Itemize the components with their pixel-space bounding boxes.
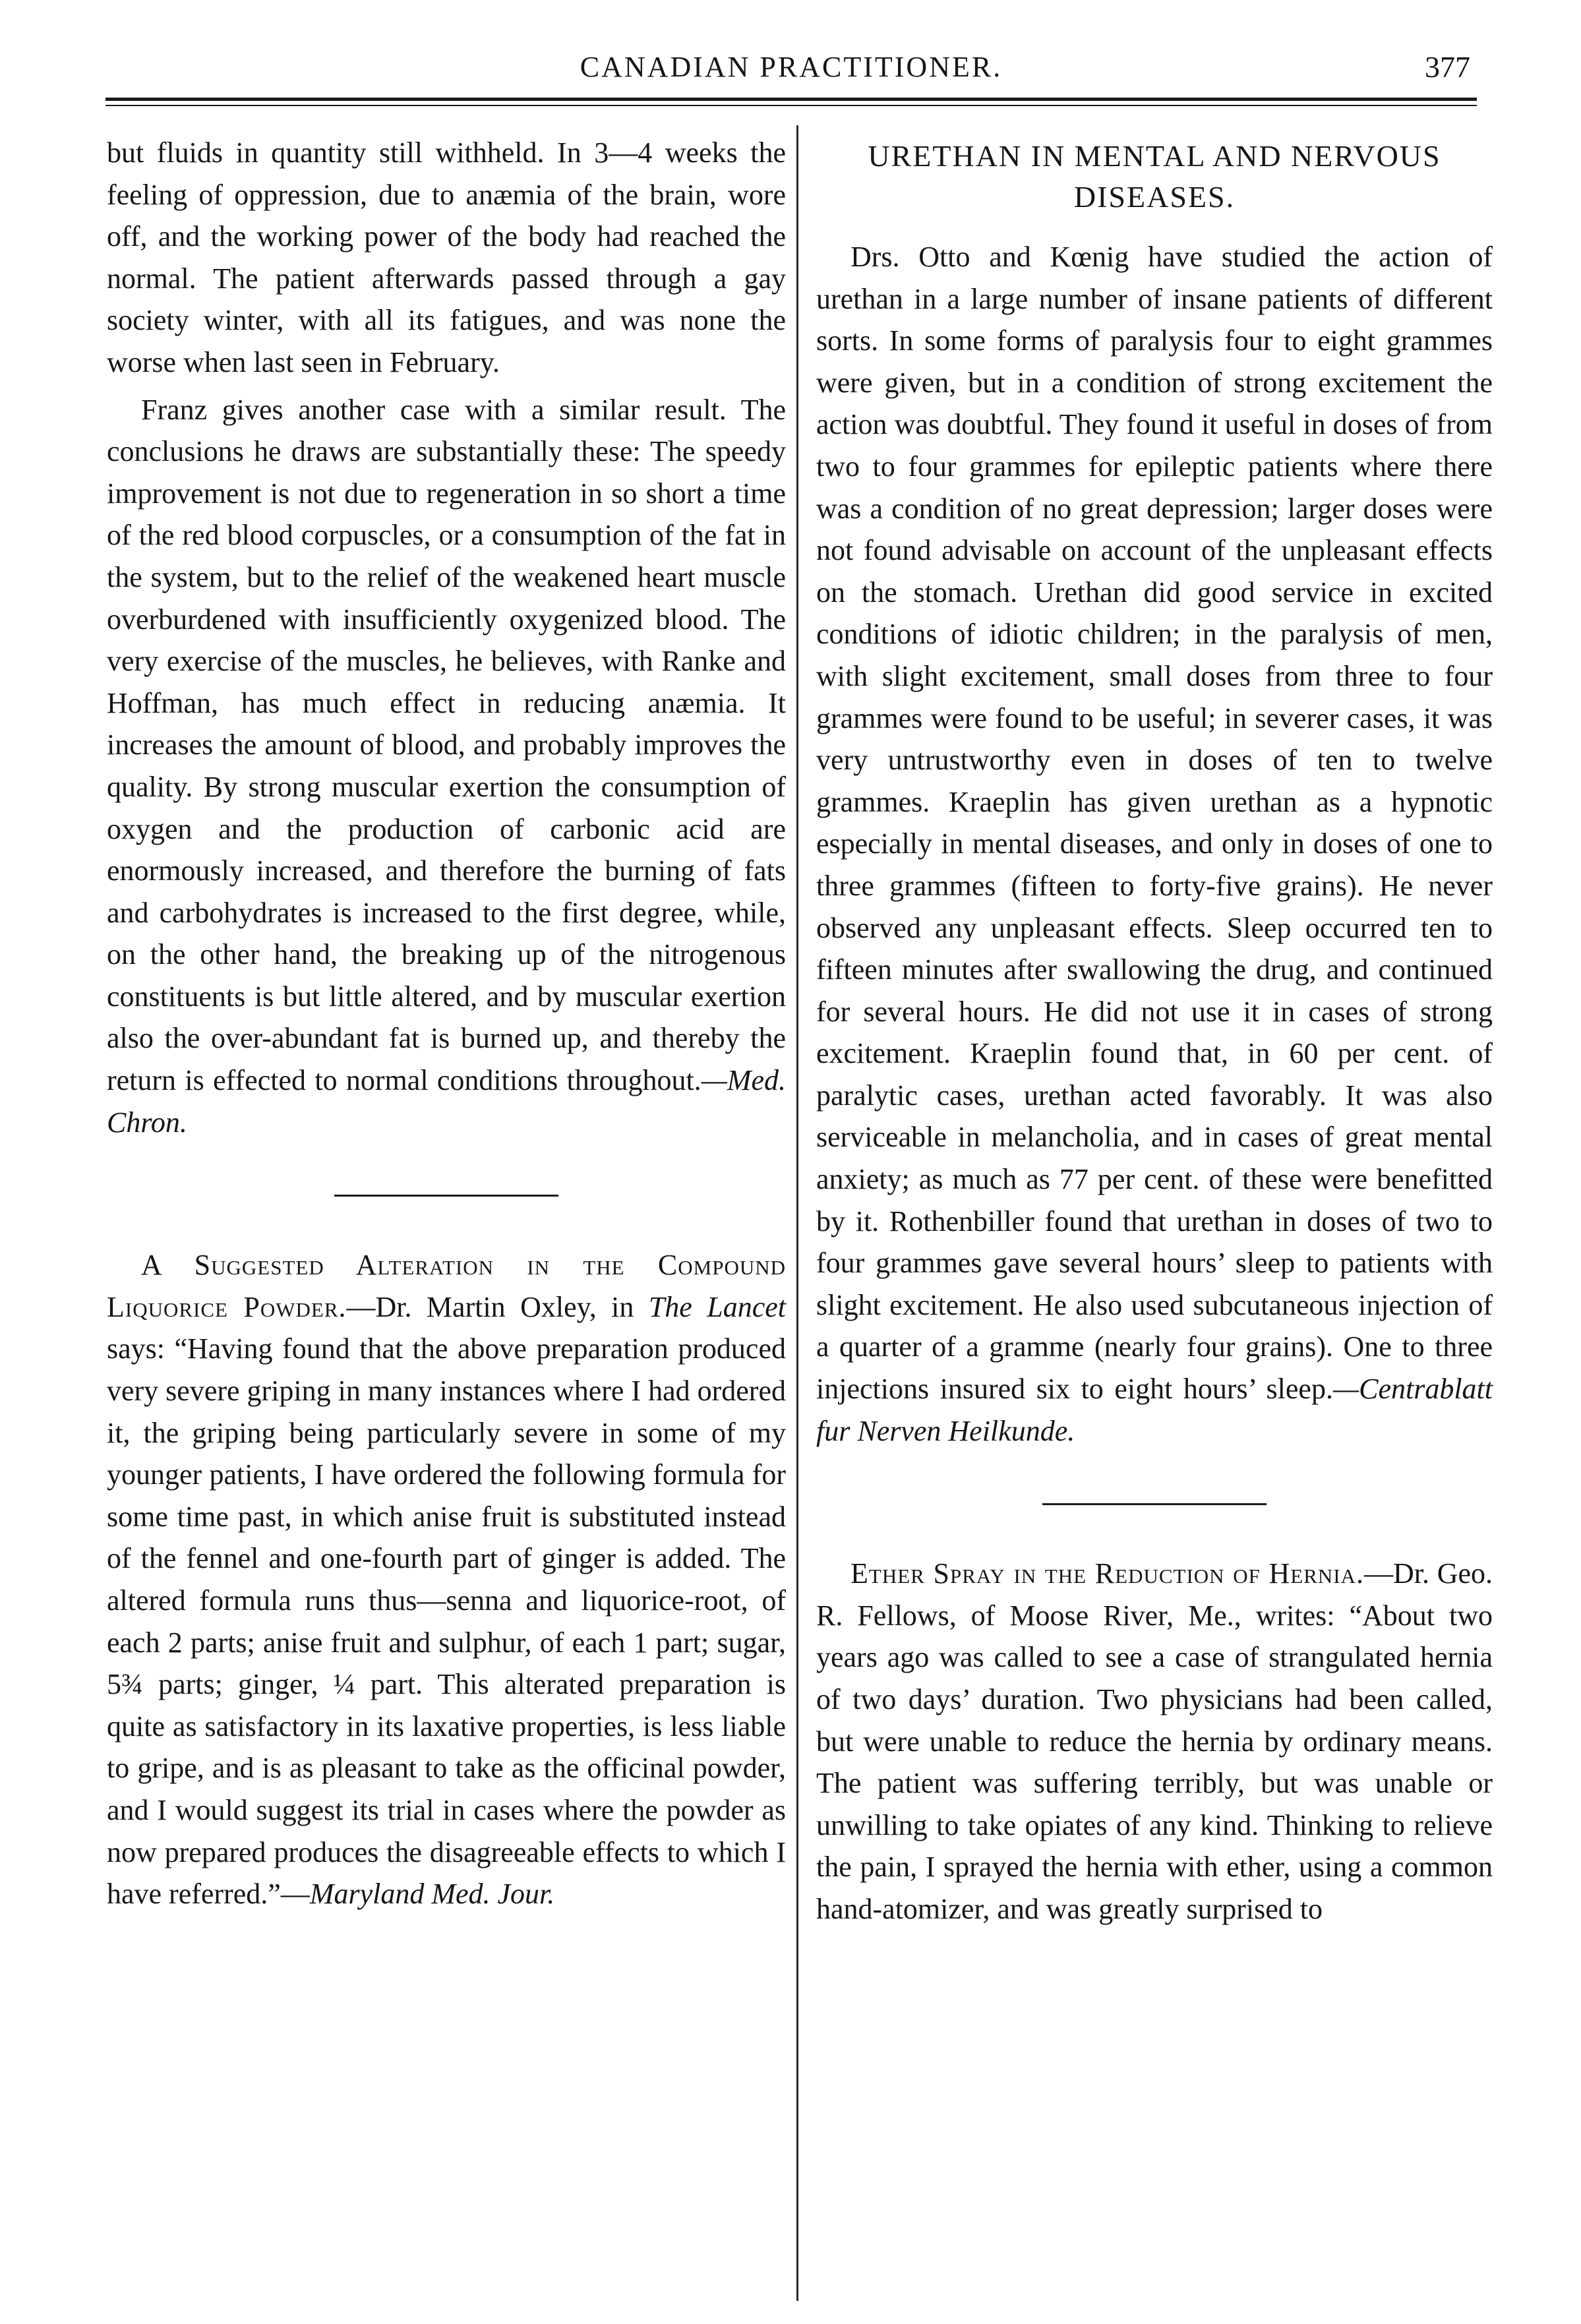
paragraph-text: —Dr. Martin Oxley, in xyxy=(346,1290,649,1323)
column-divider xyxy=(796,125,798,2301)
journal-name: The Lancet xyxy=(648,1290,786,1323)
right-column xyxy=(816,132,1493,1930)
paragraph-text: —Dr. Geo. R. Fellows, of Moose River, Me., writes: “About two years ago was called to see a case of strangulated hernia of two days’ duration. Two physicians had been called, but were unable to reduce the hernia by ordinary means. The patient was suffering terribly, but was unable or unwilling to take opiates of any kind. Thinking to relieve the pain, I sprayed the hernia with ether, using a common hand-atomizer, and was greatly surprised to xyxy=(816,1557,1493,1925)
article-title: Ether Spray in the Reduction of Hernia. xyxy=(850,1557,1365,1590)
journal-title: CANADIAN PRACTITIONER. xyxy=(580,51,1003,83)
section-separator xyxy=(1042,1503,1267,1505)
header-rule-thin xyxy=(105,105,1477,106)
paragraph-text: but fluids in quantity still withheld. In 3—4 weeks the feeling of oppression, due to anæmia of the brain, wore off, and the working power of the body had reached the normal. The patient afterwards passed through a gay society winter, with all its fatigues, and was none the worse when last seen in February. xyxy=(107,136,786,378)
article-heading: URETHAN IN MENTAL AND NERVOUS DISEASES. xyxy=(868,139,1441,214)
paragraph-text: says: “Having found that the above preparation produced very severe griping in many instances where I had ordered it, the griping being particularly severe in some of my younger patients, I have ordered the following formula for some time past, in which anise fruit is substituted instead of the fennel and one-fourth part of ginger is added. The altered formula runs thus—senna and liquorice-root, of each 2 parts; anise fruit and sulphur, of each 1 part; sugar, 5¾ parts; ginger, ¼ part. This alterated preparation is quite as satisfactory in its laxative properties, is less liable to gripe, and is as pleasant to take as the officinal powder, and I would suggest its trial in cases where the powder as now prepared produces the disagreeable effects to which I have referred.”— xyxy=(107,1332,786,1911)
source-citation: —Centrablatt fur Nerven Heilkunde. xyxy=(816,1373,1493,1447)
liquorice-article xyxy=(107,1244,786,1915)
page-number: 377 xyxy=(1425,50,1470,84)
section-separator xyxy=(334,1195,558,1197)
ether-article xyxy=(816,1553,1493,1930)
paragraph-text: Drs. Otto and Kœnig have studied the action of urethan in a large number of insane patients of different sorts. In some forms of paralysis four to eight grammes were given, but in a condition of strong excitement the action was doubtful. They found it useful in doses of from two to four grammes for epileptic patients where there was a condition of no great depression; larger doses were not found advisable on account of the unpleasant effects on the stomach. Urethan did good service in excited conditions of idiotic children; in the paralysis of men, with slight excitement, small doses from three to four grammes were found to be useful; in severer cases, it was very untrustworthy even in doses of ten to twelve grammes. Kraeplin has given urethan as a hypnotic especially in mental diseases, and only in doses of one to three grammes (fifteen to forty-five grains). He never observed any unpleasant effects. Sleep occurred ten to fifteen minutes after swallowing the drug, and continued for several hours. He did not use it in cases of strong excitement. Kraeplin found that, in 60 per cent. of paralytic cases, urethan acted favorably. It was also serviceable in melancholia, and in cases of great mental anxiety; as much as 77 per cent. of these were benefitted by it. Rothenbiller found that urethan in doses of two to four grammes gave several hours’ sleep to patients with slight excitement. He also used subcutaneous injection of a quarter of a gramme (nearly four grains). One to three injections insured six to eight hours’ sleep. xyxy=(816,241,1493,1406)
continued-paragraph xyxy=(107,132,786,384)
left-column xyxy=(107,132,786,1915)
franz-paragraph xyxy=(107,389,786,1144)
source-citation: —Med. Chron. xyxy=(107,1064,786,1139)
running-header xyxy=(105,44,1477,96)
source-citation: Maryland Med. Jour. xyxy=(309,1878,555,1911)
header-rule-thick xyxy=(105,98,1477,101)
article-title: A Suggested Alteration in the Compound Liquorice Powder. xyxy=(107,1249,786,1323)
paragraph-text: Franz gives another case with a similar result. The conclusions he draws are substantially these: The speedy improvement is not due to regeneration in so short a time of the red blood corpuscles, or a consumption of the fat in the system, but to the relief of the weakened heart muscle overburdened with insufficiently oxygenized blood. The very exercise of the muscles, he believes, with Ranke and Hoffman, has much effect in reducing anæmia. It increases the amount of blood, and probably improves the quality. By strong muscular exertion the consumption of oxygen and the production of carbonic acid are enormously increased, and therefore the burning of fats and carbohydrates is increased to the first degree, while, on the other hand, the breaking up of the nitrogenous constituents is but little altered, and by muscular exertion also the over-abundant fat is burned up, and thereby the return is effected to normal conditions throughout. xyxy=(107,393,786,1097)
urethan-paragraph xyxy=(816,236,1493,1452)
